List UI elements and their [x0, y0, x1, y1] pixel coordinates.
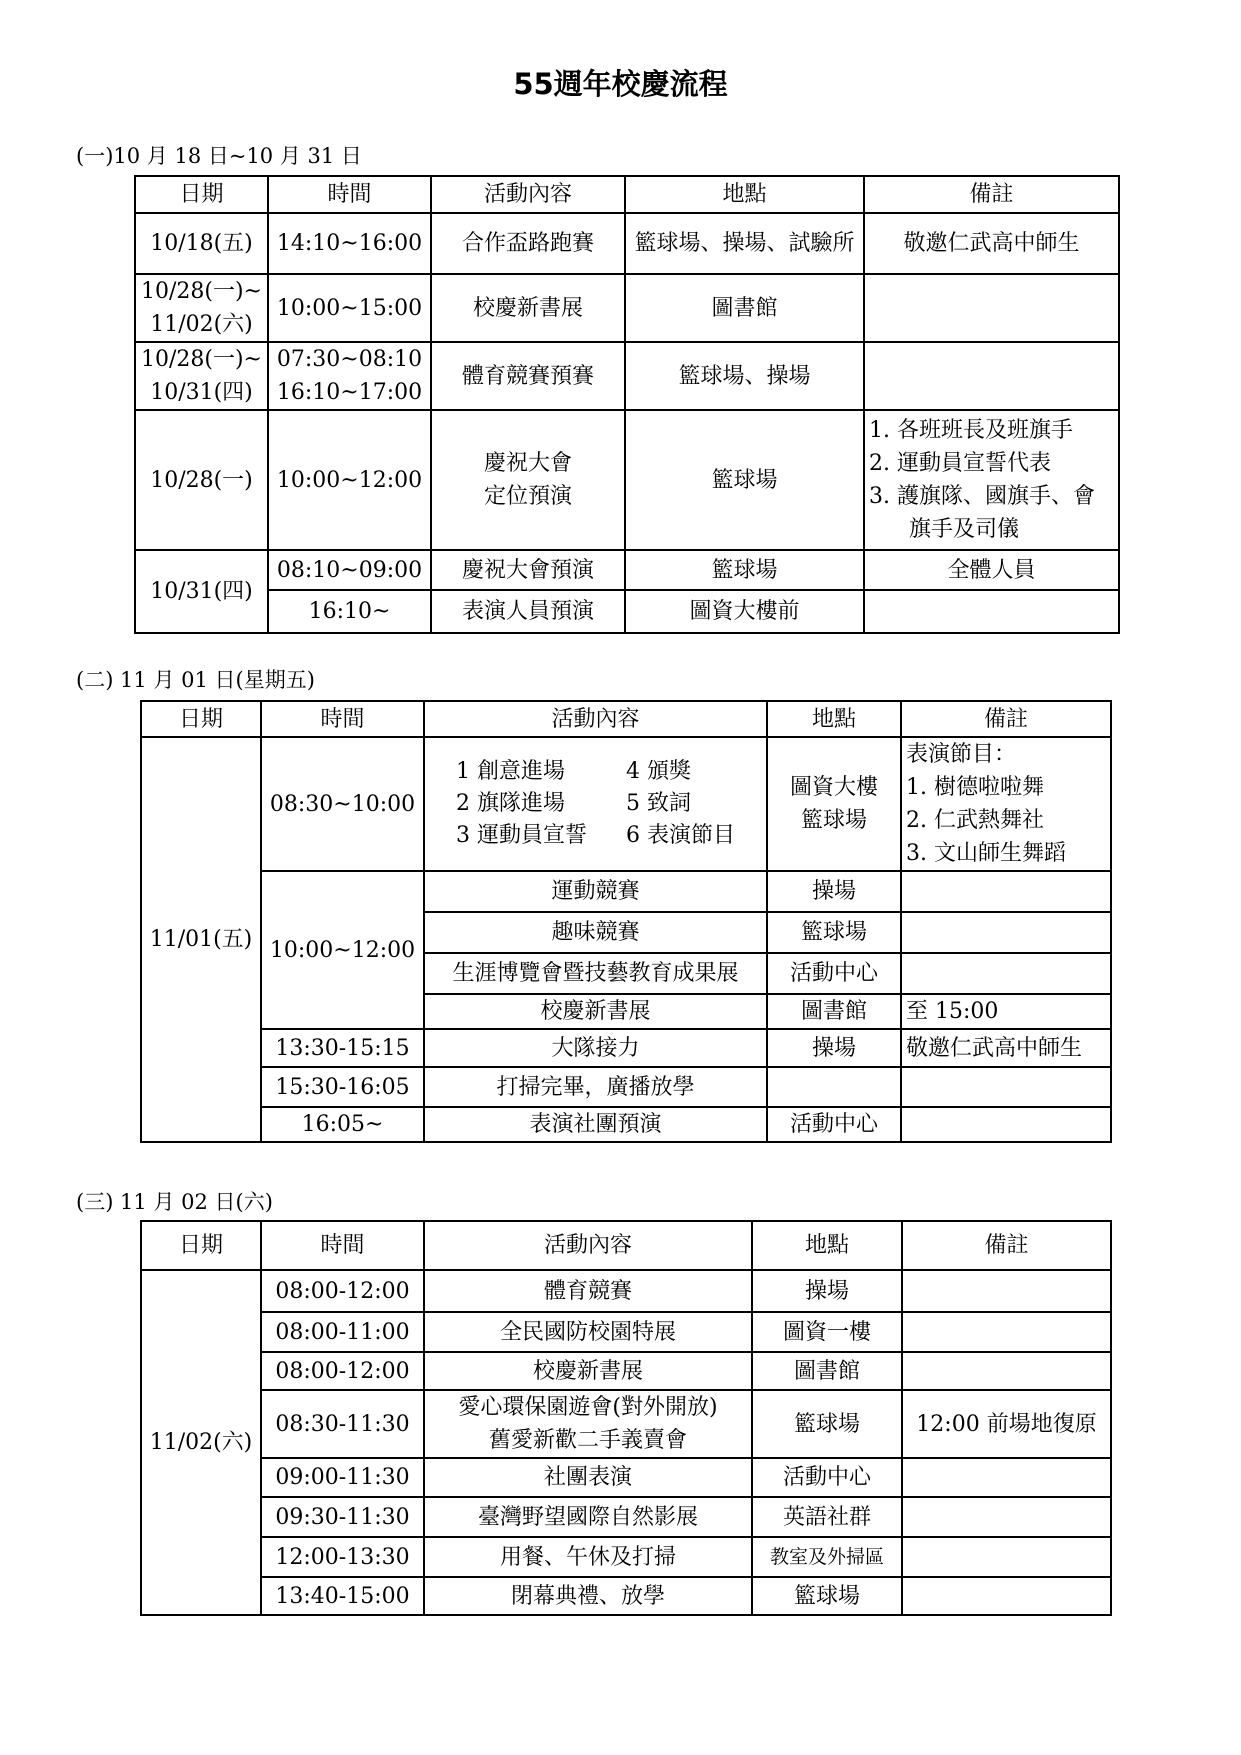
place-line: 籃球場: [800, 808, 867, 833]
table-row: [135, 550, 1119, 590]
cell-place: 籃球場: [625, 410, 864, 550]
header-place: 地點: [752, 1221, 902, 1270]
cell-note: [901, 1067, 1111, 1107]
header-date: 日期: [141, 1221, 261, 1270]
cell-note: [864, 342, 1119, 410]
cell-note: 敬邀仁武高中師生: [864, 213, 1119, 274]
header-place: 地點: [625, 176, 864, 213]
cell-place: 教室及外掃區: [752, 1537, 902, 1577]
activity-line: 舊愛新歡二手義賣會: [488, 1428, 687, 1453]
cell-activity: [424, 1390, 752, 1458]
note-item: 旗手及司儀: [909, 517, 1020, 542]
table-row: [141, 1107, 1111, 1142]
cell-place: 籃球場: [767, 912, 901, 953]
date-line: 10/31(四): [150, 380, 253, 405]
cell-note: [902, 1312, 1111, 1352]
cell-note: [901, 953, 1111, 994]
cell-activity: 體育競賽預賽: [431, 342, 625, 410]
cell-time: 08:00-12:00: [261, 1352, 424, 1390]
cell-place: [767, 1067, 901, 1107]
table-row: [141, 1067, 1111, 1107]
cell-time: 15:30-16:05: [261, 1067, 424, 1107]
cell-activity: 打掃完畢，廣播放學: [424, 1067, 767, 1107]
cell-date: 10/31(四): [135, 550, 268, 633]
table-header-row: [141, 701, 1111, 737]
cell-place: 圖書館: [767, 994, 901, 1029]
program-item: 6 表演節目: [626, 823, 735, 848]
cell-note: [864, 590, 1119, 633]
cell-note: 敬邀仁武高中師生: [901, 1029, 1111, 1067]
program-item: 3 運動員宣誓: [456, 823, 587, 848]
table-row: [135, 410, 1119, 550]
time-line: 16:10~17:00: [276, 380, 423, 405]
notes-list: [869, 414, 1116, 546]
section-1-heading: (一)10 月 18 日~10 月 31 日: [76, 144, 362, 168]
section-3-heading: (三) 11 月 02 日(六): [76, 1190, 273, 1214]
cell-activity: 校慶新書展: [424, 1352, 752, 1390]
table-row: [141, 1352, 1111, 1390]
cell-activity: 社團表演: [424, 1458, 752, 1497]
cell-place: 活動中心: [767, 953, 901, 994]
cell-place: 籃球場: [752, 1577, 902, 1615]
cell-activity: 臺灣野望國際自然影展: [424, 1497, 752, 1537]
cell-place: 圖資一樓: [752, 1312, 902, 1352]
place-line: 圖資大樓: [789, 775, 878, 800]
table-row: [141, 1390, 1111, 1458]
note-item: 3. 護旗隊、國旗手、會: [869, 484, 1095, 509]
cell-note: [864, 410, 1119, 550]
cell-activity: [431, 410, 625, 550]
cell-date: [135, 274, 268, 342]
program-item: 1 創意進場: [456, 759, 565, 784]
page-title: 55週年校慶流程: [513, 67, 728, 101]
table-row: [141, 1270, 1111, 1312]
table-row: [141, 737, 1111, 871]
notes-list: [906, 738, 1108, 870]
cell-activity: 運動競賽: [424, 871, 767, 912]
cell-activity: 生涯博覽會暨技藝教育成果展: [424, 953, 767, 994]
cell-time: 10:00~12:00: [261, 871, 424, 1029]
note-item: 1. 樹德啦啦舞: [906, 775, 1044, 800]
time-line: 07:30~08:10: [276, 347, 423, 372]
cell-time: 10:00~15:00: [268, 274, 431, 342]
header-time: 時間: [261, 701, 424, 737]
cell-place: 英語社群: [752, 1497, 902, 1537]
cell-place: 籃球場、操場: [625, 342, 864, 410]
table-row: [141, 1458, 1111, 1497]
header-activity: 活動內容: [431, 176, 625, 213]
cell-activity: 大隊接力: [424, 1029, 767, 1067]
cell-place: 操場: [767, 1029, 901, 1067]
table-row: [141, 1537, 1111, 1577]
cell-activity: 校慶新書展: [431, 274, 625, 342]
schedule-table-1: [134, 175, 1120, 634]
cell-note: [901, 737, 1111, 871]
header-note: 備註: [901, 701, 1111, 737]
cell-activity: 趣味競賽: [424, 912, 767, 953]
cell-place: 籃球場: [752, 1390, 902, 1458]
cell-place: 圖書館: [752, 1352, 902, 1390]
cell-place: 活動中心: [767, 1107, 901, 1142]
program-item: 5 致詞: [626, 791, 691, 816]
header-time: 時間: [261, 1221, 424, 1270]
cell-place: 活動中心: [752, 1458, 902, 1497]
table-row: [141, 1312, 1111, 1352]
cell-activity: 校慶新書展: [424, 994, 767, 1029]
cell-note: [901, 871, 1111, 912]
cell-place: 圖資大樓前: [625, 590, 864, 633]
schedule-table-3: [140, 1220, 1112, 1616]
cell-note: [902, 1352, 1111, 1390]
cell-activity: 用餐、午休及打掃: [424, 1537, 752, 1577]
cell-time: 09:00-11:30: [261, 1458, 424, 1497]
cell-time: 13:40-15:00: [261, 1577, 424, 1615]
cell-note: [864, 274, 1119, 342]
activity-line: 慶祝大會: [483, 451, 572, 476]
table-row: [135, 342, 1119, 410]
cell-activity: 合作盃路跑賽: [431, 213, 625, 274]
header-place: 地點: [767, 701, 901, 737]
cell-activity: [424, 737, 767, 871]
cell-place: 圖書館: [625, 274, 864, 342]
activity-line: 定位預演: [483, 484, 572, 509]
cell-note: 12:00 前場地復原: [902, 1390, 1111, 1458]
table-row: [135, 213, 1119, 274]
header-date: 日期: [135, 176, 268, 213]
cell-time: 08:30-11:30: [261, 1390, 424, 1458]
program-item: 2 旗隊進場: [456, 791, 565, 816]
header-activity: 活動內容: [424, 701, 767, 737]
cell-place: 操場: [752, 1270, 902, 1312]
cell-activity: 表演人員預演: [431, 590, 625, 633]
cell-date: 11/02(六): [141, 1270, 261, 1615]
activity-line: 愛心環保園遊會(對外開放): [458, 1395, 718, 1420]
header-time: 時間: [268, 176, 431, 213]
cell-note: [902, 1537, 1111, 1577]
cell-note: 至 15:00: [901, 994, 1111, 1029]
cell-time: 08:10~09:00: [268, 550, 431, 590]
table-row: [135, 274, 1119, 342]
cell-activity: 閉幕典禮、放學: [424, 1577, 752, 1615]
cell-note: [901, 1107, 1111, 1142]
cell-activity: 表演社團預演: [424, 1107, 767, 1142]
cell-time: 08:00-11:00: [261, 1312, 424, 1352]
table-row: [141, 1577, 1111, 1615]
schedule-table-2: [140, 700, 1112, 1143]
table-header-row: [135, 176, 1119, 213]
header-date: 日期: [141, 701, 261, 737]
cell-time: 10:00~12:00: [268, 410, 431, 550]
note-item: 3. 文山師生舞蹈: [906, 841, 1066, 866]
table-row: [141, 1029, 1111, 1067]
cell-time: 08:00-12:00: [261, 1270, 424, 1312]
cell-time: 08:30~10:00: [261, 737, 424, 871]
cell-place: 籃球場: [625, 550, 864, 590]
cell-date: 10/28(一): [135, 410, 268, 550]
note-item: 1. 各班班長及班旗手: [869, 418, 1073, 443]
cell-place: 操場: [767, 871, 901, 912]
section-2-heading: (二) 11 月 01 日(星期五): [76, 668, 315, 692]
date-line: 10/28(一)~: [140, 347, 262, 372]
date-line: 10/28(一)~: [140, 279, 262, 304]
cell-note: [902, 1497, 1111, 1537]
cell-note: [902, 1270, 1111, 1312]
cell-time: 14:10~16:00: [268, 213, 431, 274]
cell-time: 09:30-11:30: [261, 1497, 424, 1537]
cell-time: 16:05~: [261, 1107, 424, 1142]
cell-note: [902, 1577, 1111, 1615]
cell-place: 籃球場、操場、試驗所: [625, 213, 864, 274]
table-header-row: [141, 1221, 1111, 1270]
table-row: [135, 590, 1119, 633]
table-row: [141, 871, 1111, 912]
header-activity: 活動內容: [424, 1221, 752, 1270]
cell-place: [767, 737, 901, 871]
table-row: [141, 1497, 1111, 1537]
cell-date: 11/01(五): [141, 737, 261, 1142]
cell-date: [135, 342, 268, 410]
header-note: 備註: [864, 176, 1119, 213]
note-item: 2. 仁武熱舞社: [906, 808, 1044, 833]
cell-note: 全體人員: [864, 550, 1119, 590]
note-item: 2. 運動員宣誓代表: [869, 451, 1051, 476]
cell-date: 10/18(五): [135, 213, 268, 274]
program-list: [456, 756, 735, 852]
note-item: 表演節目：: [906, 742, 1017, 767]
cell-activity: 體育競賽: [424, 1270, 752, 1312]
cell-activity: 全民國防校園特展: [424, 1312, 752, 1352]
cell-time: 13:30-15:15: [261, 1029, 424, 1067]
date-line: 11/02(六): [150, 312, 253, 337]
cell-note: [901, 912, 1111, 953]
cell-time: 12:00-13:30: [261, 1537, 424, 1577]
cell-time: [268, 342, 431, 410]
header-note: 備註: [902, 1221, 1111, 1270]
cell-time: 16:10~: [268, 590, 431, 633]
cell-note: [902, 1458, 1111, 1497]
program-item: 4 頒獎: [626, 759, 691, 784]
cell-activity: 慶祝大會預演: [431, 550, 625, 590]
